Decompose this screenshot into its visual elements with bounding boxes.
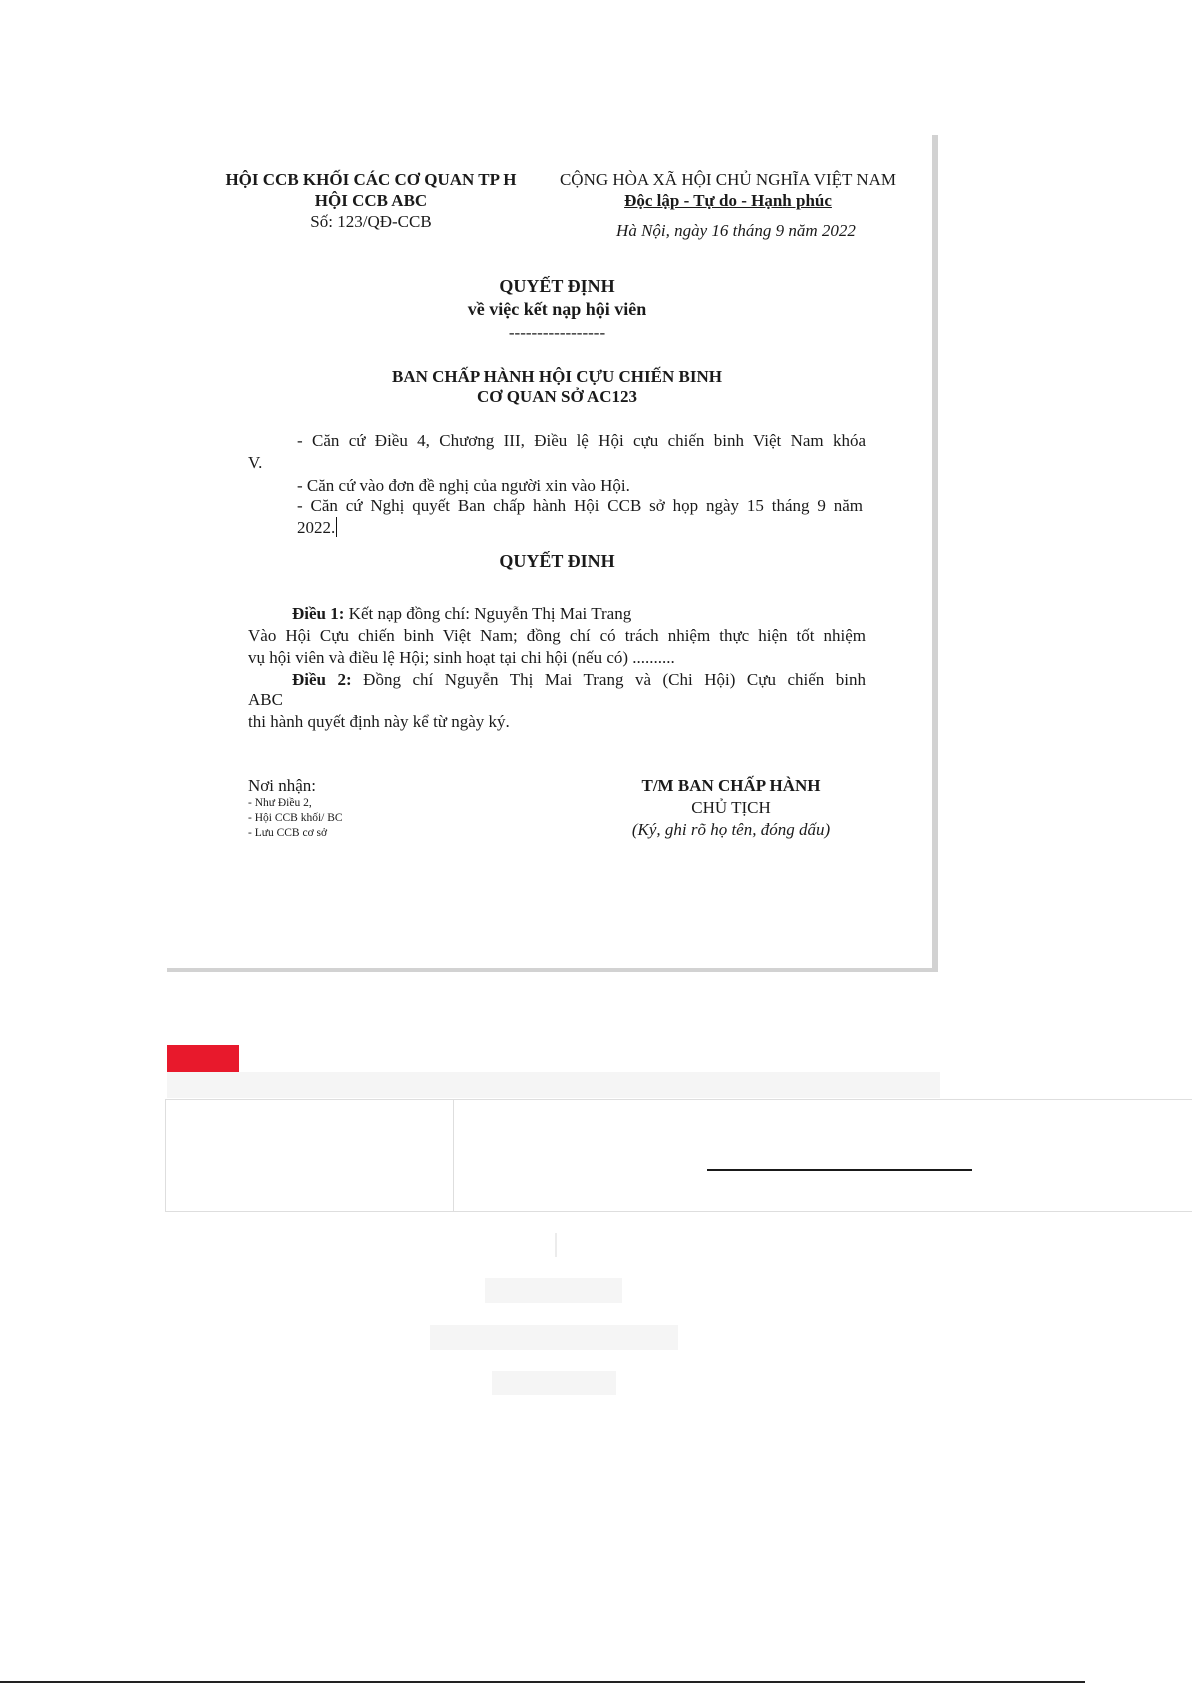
section-header-bar xyxy=(167,1072,940,1098)
signature-title: CHỦ TỊCH xyxy=(691,798,771,817)
title-separator xyxy=(182,321,932,344)
article-1-label: Điều 1: xyxy=(292,604,345,623)
article-2-label: Điều 2: xyxy=(292,670,352,689)
basis-line-last xyxy=(297,517,337,539)
org-name: HỘI CCB ABC xyxy=(314,191,428,210)
place-date xyxy=(556,220,916,241)
national-motto: Độc lập - Tự do - Hạnh phúc xyxy=(624,191,832,210)
article-2-line xyxy=(292,669,866,691)
form-table xyxy=(165,1099,1192,1212)
signature-role: T/M BAN CHẤP HÀNH xyxy=(641,776,821,795)
basis-line-text: 2022. xyxy=(297,518,336,537)
document-title xyxy=(182,275,932,321)
article-2-line: ABC xyxy=(248,690,283,709)
document-page xyxy=(167,135,938,972)
issuer-line-1: BAN CHẤP HÀNH HỘI CỰU CHIẾN BINH xyxy=(392,367,722,386)
basis-line: V. xyxy=(248,453,263,472)
issuing-org-header xyxy=(191,169,551,232)
article-1-line: vụ hội viên và điều lệ Hội; sinh hoạt tại chi hội (nếu có) .......... xyxy=(248,648,675,667)
separator-text: ----------------- xyxy=(508,323,606,342)
form-label-cell xyxy=(166,1100,454,1211)
document-number: Số: 123/QĐ-CCB xyxy=(310,212,432,231)
recipient-item: - Lưu CCB cơ sở xyxy=(248,827,328,839)
placeholder-block xyxy=(492,1371,616,1395)
placeholder-block xyxy=(430,1325,678,1350)
parent-org-name: HỘI CCB KHỐI CÁC CƠ QUAN TP H xyxy=(225,170,517,189)
decision-heading-text: QUYẾT ĐINH xyxy=(499,551,615,571)
article-2-text: Đồng chí Nguyễn Thị Mai Trang và (Chi Hội) Cựu chiến binh xyxy=(351,670,866,689)
article-1-line: Vào Hội Cựu chiến binh Việt Nam; đồng chí có trách nhiệm thực hiện tốt nhiệm xyxy=(248,626,866,645)
form-value-cell xyxy=(454,1100,1192,1211)
text-cursor xyxy=(336,517,337,537)
signature-block xyxy=(551,775,911,841)
article-1-line xyxy=(292,603,631,625)
placeholder-block xyxy=(485,1278,622,1303)
article-2-line: thi hành quyết định này kể từ ngày ký. xyxy=(248,712,510,731)
basis-line: - Căn cứ Điều 4, Chương III, Điều lệ Hội cựu chiến binh Việt Nam khóa xyxy=(297,431,866,450)
article-1-text: Kết nạp đồng chí: Nguyễn Thị Mai Trang xyxy=(344,604,632,623)
recipients-heading: Nơi nhận: xyxy=(248,776,317,795)
divider-line xyxy=(555,1233,557,1257)
bottom-rule xyxy=(0,1681,1085,1683)
basis-line: - Căn cứ Nghị quyết Ban chấp hành Hội CCB sở họp ngày 15 tháng 9 năm xyxy=(297,496,863,515)
signature-instruction: (Ký, ghi rõ họ tên, đóng dấu) xyxy=(631,820,831,839)
place-date-text: Hà Nội, ngày 16 tháng 9 năm 2022 xyxy=(616,221,856,240)
basis-line: - Căn cứ vào đơn đề nghị của người xin vào Hội. xyxy=(297,476,630,495)
issuer-block xyxy=(182,367,932,407)
decision-heading xyxy=(182,550,932,573)
recipient-item: - Hội CCB khối/ BC xyxy=(248,812,343,824)
signature-blank-line xyxy=(707,1169,972,1171)
national-header xyxy=(538,169,918,211)
title-subject: về việc kết nạp hội viên xyxy=(467,299,647,319)
accent-tag xyxy=(167,1045,239,1072)
recipient-item: - Như Điều 2, xyxy=(248,797,312,809)
issuer-line-2: CƠ QUAN SỞ AC123 xyxy=(476,387,638,406)
nation-name: CỘNG HÒA XÃ HỘI CHỦ NGHĨA VIỆT NAM xyxy=(559,170,897,189)
title-heading: QUYẾT ĐỊNH xyxy=(499,276,615,296)
